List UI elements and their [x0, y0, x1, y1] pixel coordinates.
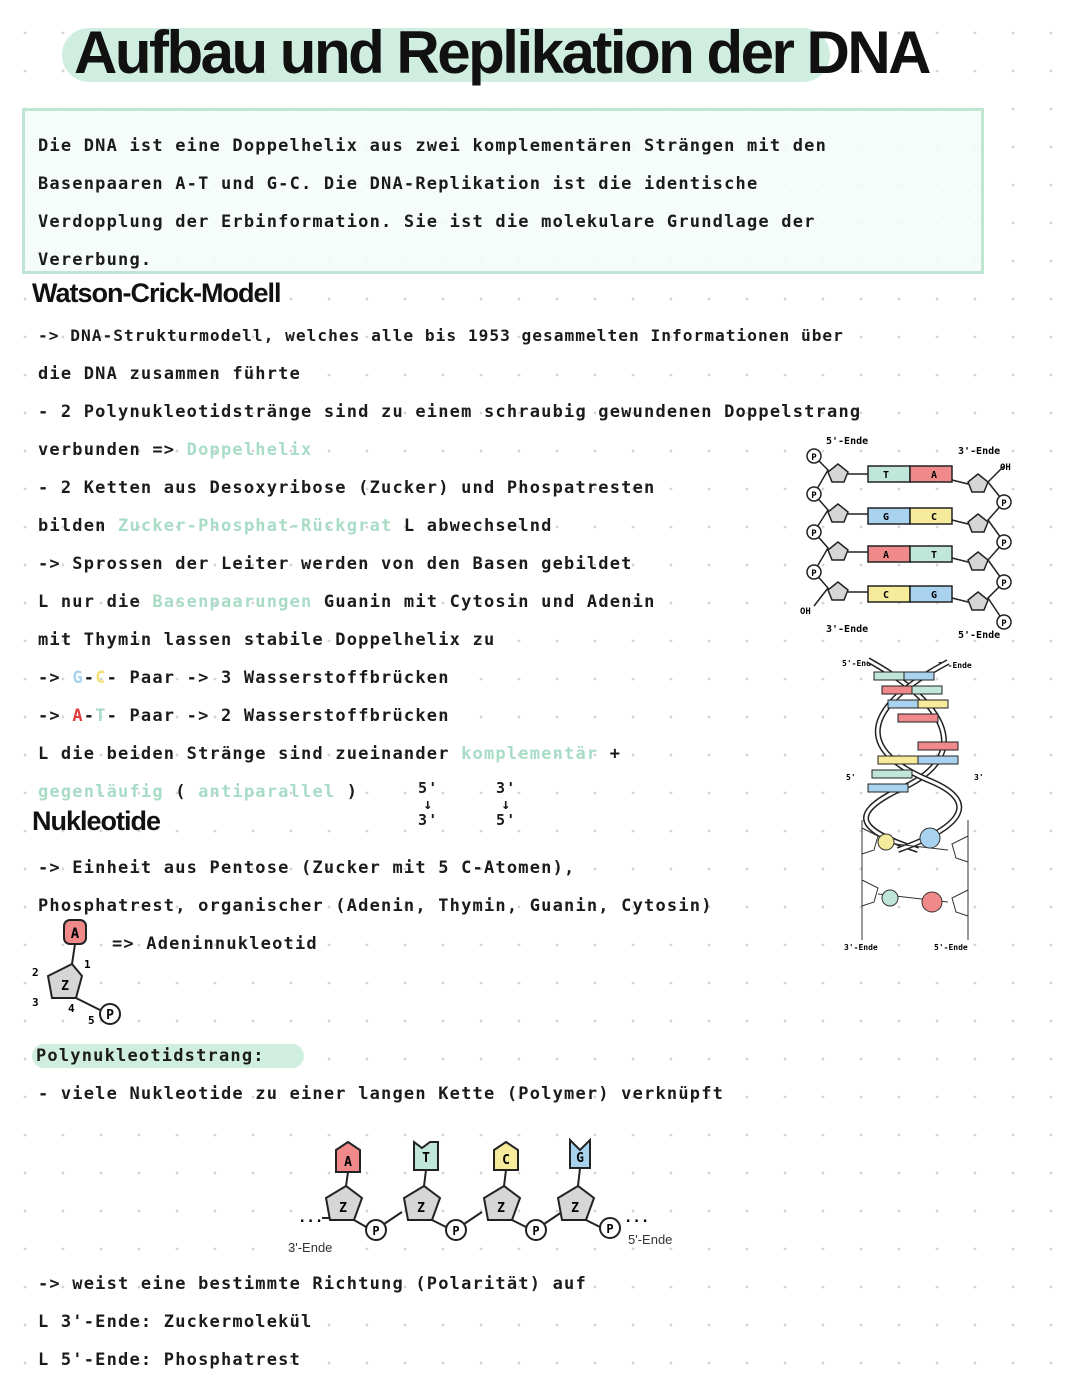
ladder-top-3-end: 3'-Ende	[958, 446, 1001, 457]
poly-line-4: L 5'-Ende: Phosphatrest	[38, 1350, 302, 1370]
svg-text:P: P	[1001, 499, 1007, 509]
adenine-letter: A	[70, 926, 80, 942]
chain-sugar-3: Z	[497, 1201, 505, 1216]
chain-unit-t	[404, 1142, 482, 1240]
watson-crick-heading: Watson-Crick-Modell	[32, 278, 281, 308]
helix-top-3-end: 3'-Ende	[938, 661, 972, 670]
watson-line-4-text: verbunden =>	[38, 440, 187, 460]
adeninnukleotid-label: => Adeninnukleotid	[112, 934, 318, 954]
carbon-1: 1	[84, 958, 91, 971]
ladder-pair-4	[848, 586, 968, 602]
chain-dots-left: ...	[298, 1210, 324, 1226]
chain-sugar-1: Z	[339, 1201, 347, 1216]
chain-sugar-4: Z	[571, 1201, 579, 1216]
svg-text:P: P	[1001, 579, 1007, 589]
term-rueckgrat: Zucker-Phosphat-Rückgrat	[118, 516, 393, 536]
at-a: A	[72, 706, 84, 726]
gc-arrow: ->	[38, 668, 73, 688]
intro-line-1: Die DNA ist eine Doppelhelix aus zwei komplementären Strängen mit den	[38, 136, 828, 156]
svg-text:G: G	[930, 590, 938, 601]
chain-phos-2: P	[452, 1224, 460, 1238]
svg-text:P: P	[811, 529, 817, 539]
term-doppelhelix: Doppelhelix	[186, 440, 313, 460]
intro-line-4: Vererbung.	[38, 250, 153, 270]
watson-line-13	[38, 782, 358, 802]
chain-base-g: G	[576, 1151, 584, 1166]
gc-dash: -	[83, 668, 96, 688]
carbon-2: 2	[32, 966, 39, 979]
helix-bottom-3-end: 3'-Ende	[844, 943, 878, 952]
watson-line-6-text: bilden	[38, 516, 119, 536]
chain-phos-4: P	[606, 1222, 614, 1236]
paren-close: )	[335, 782, 359, 802]
watson-line-1: -> DNA-Strukturmodell, welches alle bis 1953 gesammelten Informationen über	[38, 326, 844, 345]
term-antiparallel: antiparallel	[198, 782, 336, 802]
term-komplementaer: komplementär	[461, 744, 599, 764]
svg-text:P: P	[1001, 619, 1007, 629]
watson-line-12-plus: +	[598, 744, 622, 764]
at-rest: - Paar -> 2 Wasserstoffbrücken	[106, 706, 450, 726]
gc-g: G	[72, 668, 84, 688]
page-title: Aufbau und Replikation der DNA	[74, 19, 929, 86]
ladder-phosphates-left	[807, 449, 821, 579]
watson-line-12-text: L die beiden Stränge sind zueinander	[38, 744, 462, 764]
chain-5-end: 5'-Ende	[628, 1232, 673, 1247]
dna-ladder-diagram	[798, 432, 1030, 648]
chain-dots-right: ...	[624, 1210, 650, 1226]
term-gegenlaeufig: gegenläufig	[38, 782, 164, 802]
carbon-5: 5	[88, 1014, 95, 1027]
double-helix-diagram	[838, 650, 998, 960]
svg-text:G: G	[882, 512, 890, 523]
carbon-4: 4	[68, 1002, 75, 1015]
intro-line-2: Basenpaaren A-T und G-C. Die DNA-Replikation ist die identische	[38, 174, 759, 194]
watson-line-3: - 2 Polynukleotidstränge sind zu einem schraubig gewundenen Doppelstrang	[38, 402, 862, 422]
at-pair-line	[38, 706, 450, 726]
direction-right	[496, 780, 516, 828]
watson-line-6-note: L abwechselnd	[392, 516, 553, 536]
chain-base-a: A	[344, 1155, 352, 1170]
term-basenpaarungen: Basenpaarungen	[152, 592, 313, 612]
at-dash: -	[83, 706, 96, 726]
chain-base-t: T	[422, 1151, 430, 1166]
dir-right-bottom: 5'	[496, 811, 517, 829]
helix-side-5: 5'	[846, 773, 856, 782]
ladder-bottom-5-end: 5'-Ende	[958, 630, 1001, 641]
chain-3-end: 3'-Ende	[288, 1240, 333, 1255]
dir-left-top: 5'	[418, 779, 439, 797]
at-t: T	[95, 706, 107, 726]
ladder-pair-2	[848, 508, 968, 524]
helix-molecular-detail	[862, 820, 968, 940]
helix-top-5-end: 5'-Ende	[842, 659, 876, 668]
watson-line-9: mit Thymin lassen stabile Doppelhelix zu	[38, 630, 496, 650]
paren-open: (	[163, 782, 199, 802]
svg-text:T: T	[930, 550, 938, 561]
carbon-3: 3	[32, 996, 39, 1009]
helix-side-3: 3'	[974, 773, 984, 782]
watson-line-7: -> Sprossen der Leiter werden von den Basen gebildet	[38, 554, 633, 574]
dir-right-top: 3'	[496, 779, 517, 797]
svg-text:P: P	[811, 569, 817, 579]
watson-line-12	[38, 744, 621, 764]
watson-line-8	[38, 592, 656, 612]
chain-base-c: C	[502, 1153, 510, 1168]
phosphate-letter: P	[106, 1008, 114, 1023]
ladder-top-5-end: 5'-Ende	[826, 436, 869, 447]
svg-text:P: P	[811, 453, 817, 463]
nucleotide-diagram	[20, 912, 140, 1032]
gc-pair-line	[38, 668, 450, 688]
nukleotide-heading: Nukleotide	[32, 806, 161, 836]
dir-left-bottom: 3'	[418, 811, 439, 829]
svg-text:T: T	[882, 470, 890, 481]
svg-text:P: P	[811, 491, 817, 501]
svg-text:C: C	[930, 512, 938, 523]
watson-line-8-rest: Guanin mit Cytosin und Adenin	[312, 592, 656, 612]
nukleotide-line-2: Phosphatrest, organischer (Adenin, Thymin, Guanin, Cytosin)	[38, 896, 713, 916]
intro-line-3: Verdopplung der Erbinformation. Sie ist die molekulare Grundlage der	[38, 212, 816, 232]
watson-line-6	[38, 516, 553, 536]
poly-line-1: - viele Nukleotide zu einer langen Kette (Polymer) verknüpft	[38, 1084, 725, 1104]
dir-left-arrow: ↓	[423, 795, 434, 813]
direction-left	[418, 780, 438, 828]
ladder-oh-top: OH	[1000, 463, 1011, 473]
chain-phos-3: P	[532, 1224, 540, 1238]
svg-text:C: C	[882, 590, 890, 601]
chain-unit-a	[326, 1142, 402, 1240]
helix-bottom-5-end: 5'-Ende	[934, 943, 968, 952]
chain-unit-g	[558, 1140, 620, 1238]
ladder-pair-3	[848, 546, 968, 562]
chain-unit-c	[484, 1142, 562, 1240]
svg-text:P: P	[1001, 539, 1007, 549]
ladder-oh-bottom: OH	[800, 607, 811, 617]
ladder-pair-1	[848, 466, 968, 484]
poly-line-3: L 3'-Ende: Zuckermolekül	[38, 1312, 313, 1332]
ladder-bottom-3-end: 3'-Ende	[826, 624, 869, 635]
ladder-phosphates-right	[997, 495, 1011, 629]
watson-line-8-text: L nur die	[38, 592, 153, 612]
poly-line-2: -> weist eine bestimmte Richtung (Polarität) auf	[38, 1274, 587, 1294]
svg-text:A: A	[882, 550, 890, 561]
watson-line-4	[38, 440, 312, 460]
watson-line-2: die DNA zusammen führte	[38, 364, 302, 384]
poly-heading: Polynukleotidstrang:	[36, 1046, 265, 1066]
svg-text:A: A	[930, 470, 938, 481]
nukleotide-line-1: -> Einheit aus Pentose (Zucker mit 5 C-Atomen),	[38, 858, 576, 878]
chain-phos-1: P	[372, 1224, 380, 1238]
chain-sugar-2: Z	[417, 1201, 425, 1216]
watson-line-5: - 2 Ketten aus Desoxyribose (Zucker) und Phospatresten	[38, 478, 656, 498]
gc-c: C	[95, 668, 107, 688]
at-arrow: ->	[38, 706, 73, 726]
gc-rest: - Paar -> 3 Wasserstoffbrücken	[106, 668, 450, 688]
sugar-letter: Z	[61, 979, 69, 994]
dir-right-arrow: ↓	[501, 795, 512, 813]
